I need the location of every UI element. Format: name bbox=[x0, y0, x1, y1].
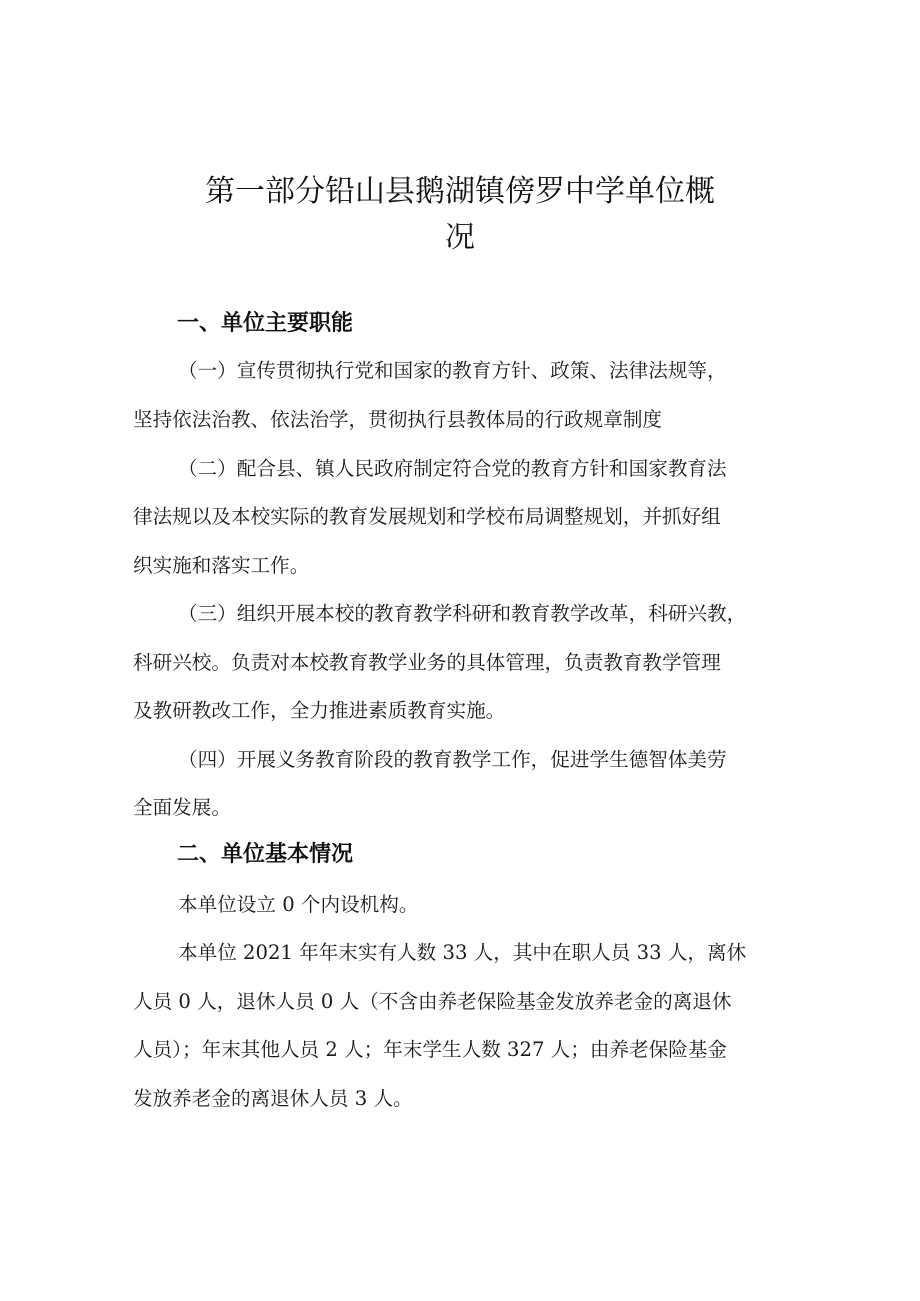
paragraph-line: （四）开展义务教育阶段的教育教学工作，促进学生德智体美劳 bbox=[178, 748, 727, 771]
paragraph-line: 坚持依法治教、依法治学，贯彻执行县教体局的行政规章制度 bbox=[133, 408, 663, 431]
paragraph-line: （二）配合县、镇人民政府制定符合党的教育方针和国家教育法 bbox=[178, 457, 727, 480]
paragraph-line: （三）组织开展本校的教育教学科研和教育教学改革，科研兴教， bbox=[178, 602, 747, 625]
paragraph-line: （一）宣传贯彻执行党和国家的教育方针、政策、法律法规等， bbox=[178, 359, 727, 382]
paragraph-line: 律法规以及本校实际的教育发展规划和学校布局调整规划，并抓好组 bbox=[133, 505, 721, 528]
paragraph-line: 本单位设立 0 个内设机构。 bbox=[178, 893, 419, 916]
paragraph-line: 织实施和落实工作。 bbox=[133, 554, 310, 577]
paragraph-line: 人员 0 人，退休人员 0 人（不含由养老保险基金发放养老金的离退休 bbox=[133, 990, 732, 1013]
section-heading-functions: 一、单位主要职能 bbox=[177, 311, 354, 336]
paragraph-line: 本单位 2021 年年末实有人数 33 人，其中在职人员 33 人，离休 bbox=[178, 941, 747, 964]
paragraph-line: 全面发展。 bbox=[133, 796, 231, 819]
paragraph-line: 科研兴校。负责对本校教育教学业务的具体管理，负责教育教学管理 bbox=[133, 651, 721, 674]
page-title-line-2: 况 bbox=[445, 220, 475, 255]
section-heading-basic-info: 二、单位基本情况 bbox=[177, 842, 354, 867]
page-title-line-1: 第一部分铅山县鹅湖镇傍罗中学单位概 bbox=[205, 174, 715, 209]
paragraph-line: 人员）；年末其他人员 2 人；年末学生人数 327 人；由养老保险基金 bbox=[133, 1038, 728, 1061]
paragraph-line: 发放养老金的离退休人员 3 人。 bbox=[133, 1087, 413, 1110]
paragraph-line: 及教研教改工作，全力推进素质教育实施。 bbox=[133, 699, 506, 722]
